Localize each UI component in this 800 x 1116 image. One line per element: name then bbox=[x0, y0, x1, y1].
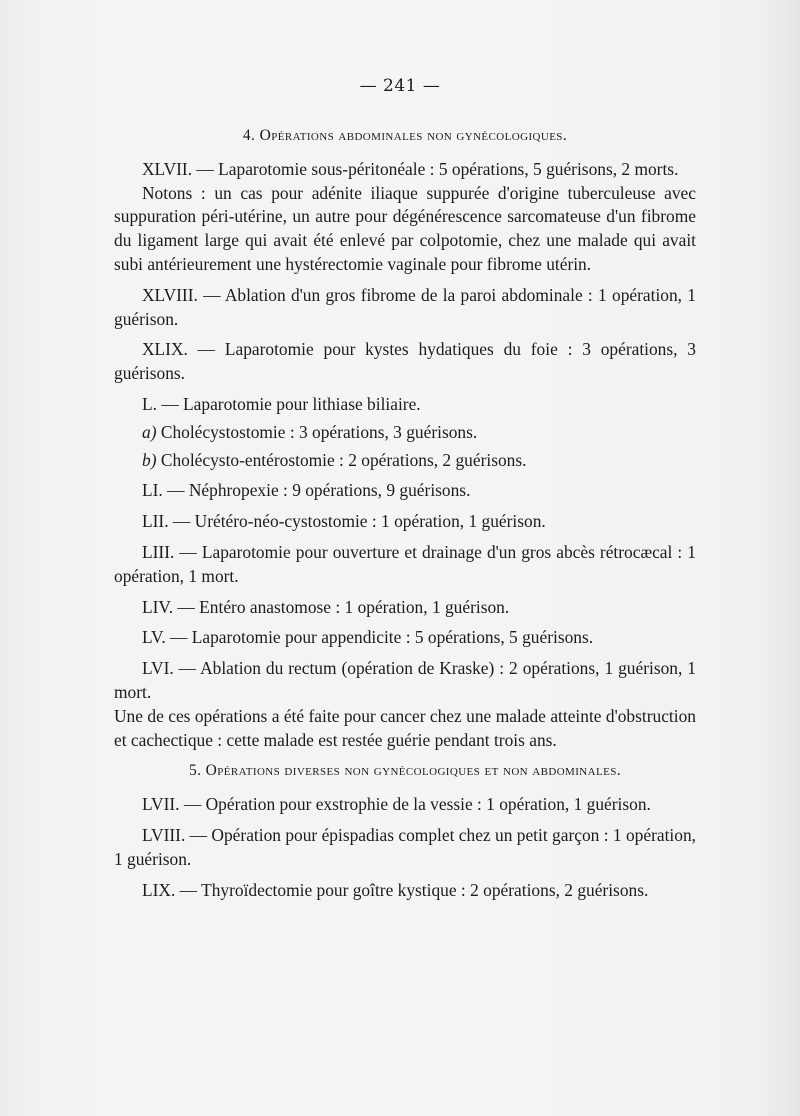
section-heading-4 bbox=[114, 124, 696, 148]
page-body bbox=[114, 124, 696, 909]
entry-lii: LII. — Urétéro-néo-cystostomie : 1 opération, 1 guérison. bbox=[142, 511, 546, 532]
sub-text: Cholécysto-entérostomie : 2 opérations, 2 guérisons. bbox=[156, 449, 527, 470]
entry-l: L. — Laparotomie pour lithiase biliaire. bbox=[142, 393, 421, 414]
section-title: Opérations abdominales non gynécologiques. bbox=[259, 127, 568, 144]
note-paragraph: Notons : un cas pour adénite iliaque suppurée d'origine tuberculeuse avec suppuration péri-utérine, un autre pour dégénérescence sarcomateuse d'un fibrome du ligament large qui avait été enlevé par colpotomie, chez une malade qui avait subi antérieurement une hystérectomie vaginale pour fibrome utérin. bbox=[114, 182, 696, 274]
entry-liii: LIII. — Laparotomie pour ouverture et drainage d'un gros abcès rétrocæcal : 1 opération, 1 mort. bbox=[114, 541, 696, 586]
entry-liv: LIV. — Entéro anastomose : 1 opération, 1 guérison. bbox=[142, 596, 510, 617]
note-paragraph-lvi: Une de ces opérations a été faite pour cancer chez une malade atteinte d'obstruction et cachectique : cette malade est restée guérie pendant trois ans. bbox=[114, 705, 696, 750]
sub-letter: b) bbox=[142, 449, 157, 470]
entry-lix: LIX. — Thyroïdectomie pour goître kystique : 2 opérations, 2 guérisons. bbox=[142, 879, 649, 900]
page-number: — 241 — bbox=[359, 76, 441, 96]
section-heading-5 bbox=[114, 759, 696, 783]
sub-text: Cholécystostomie : 3 opérations, 3 guérisons. bbox=[156, 421, 478, 442]
entry-lvii: LVII. — Opération pour exstrophie de la vessie : 1 opération, 1 guérison. bbox=[142, 794, 651, 815]
entry-lvi: LVI. — Ablation du rectum (opération de Kraske) : 2 opérations, 1 guérison, 1 mort. bbox=[114, 658, 696, 702]
entry-lv: LV. — Laparotomie pour appendicite : 5 opérations, 5 guérisons. bbox=[142, 627, 594, 648]
section-number: 5. bbox=[188, 762, 202, 780]
section-number: 4. bbox=[242, 127, 256, 144]
entry-li: LI. — Néphropexie : 9 opérations, 9 guérisons. bbox=[142, 480, 471, 501]
section-title: Opérations diverses non gynécologiques et non abdominales. bbox=[205, 762, 622, 780]
entry-xlviii: XLVIII. — Ablation d'un gros fibrome de la paroi abdominale : 1 opération, 1 guérison. bbox=[114, 284, 696, 329]
entry-xlvii: XLVII. — Laparotomie sous-péritonéale : 5 opérations, 5 guérisons, 2 morts. bbox=[142, 158, 679, 179]
entry-xlix: XLIX. — Laparotomie pour kystes hydatiques du foie : 3 opérations, 3 guérisons. bbox=[114, 339, 696, 384]
entry-lviii: LVIII. — Opération pour épispadias complet chez un petit garçon : 1 opération, 1 guérison. bbox=[114, 824, 696, 869]
sub-item-b bbox=[114, 449, 696, 473]
sub-letter: a) bbox=[142, 421, 157, 442]
sub-item-a bbox=[114, 421, 696, 445]
